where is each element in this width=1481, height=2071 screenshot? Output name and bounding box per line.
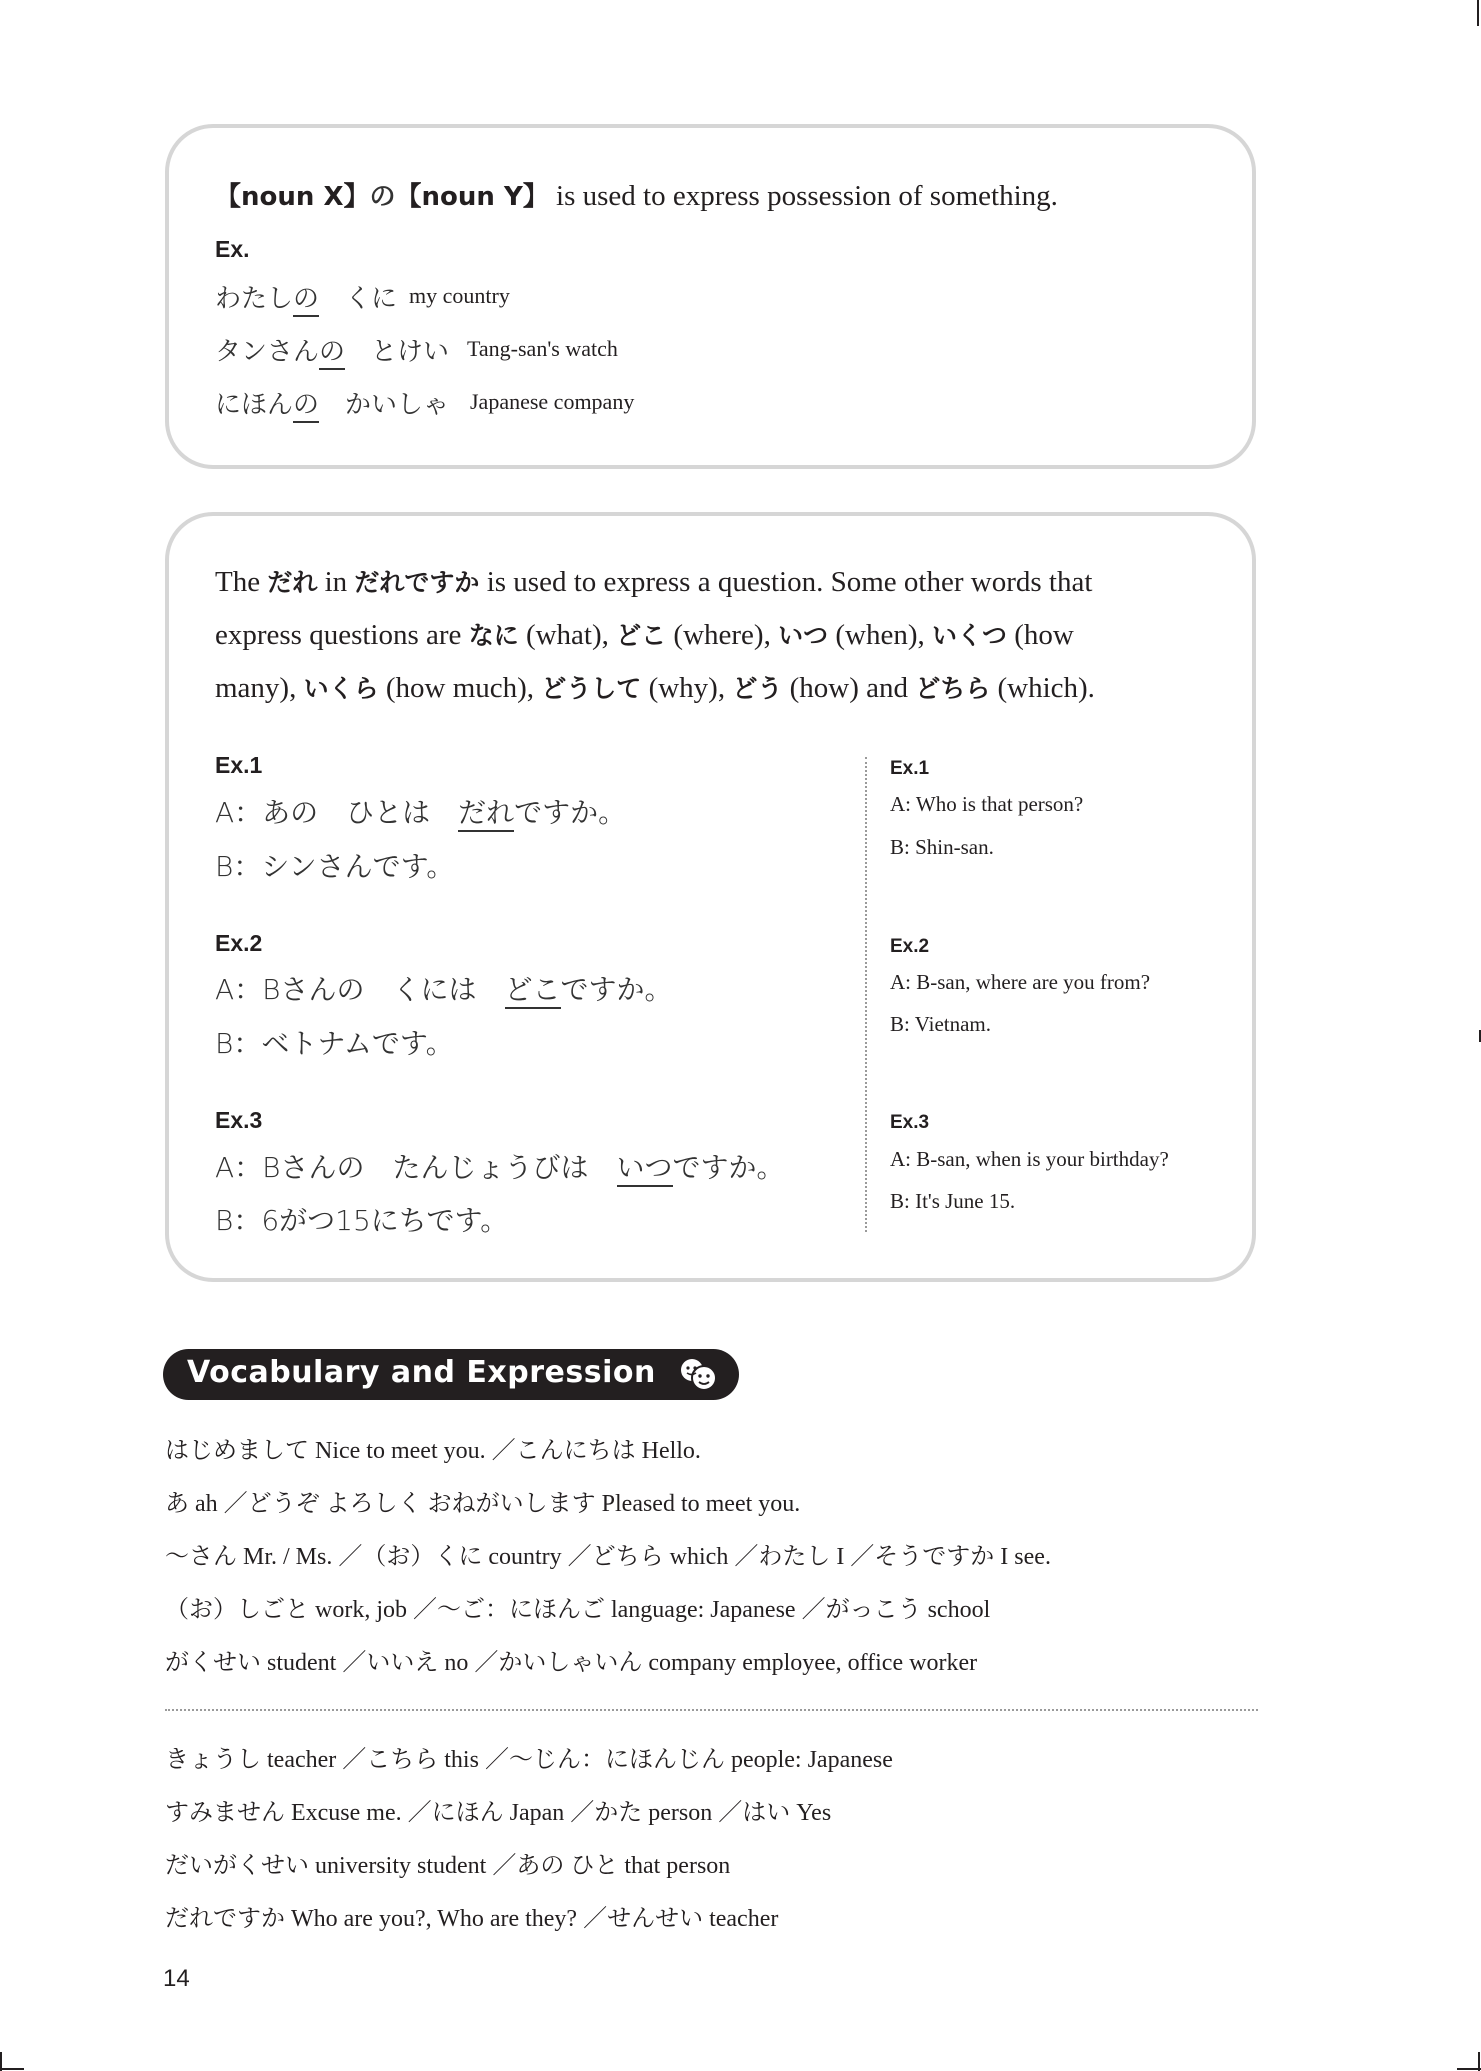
ex1-label: Ex.1 [215,752,263,778]
crop-mark-bottom-left-h [0,2068,24,2070]
ex1-en-b: B: Shin-san. [890,835,994,859]
speech-faces-icon [678,1356,718,1394]
possession-example-2-en: Tang-san's watch [467,336,618,361]
example-particle: の [293,390,319,423]
noun-x-label: 【noun X】 [215,182,370,212]
question-explanation-line-2: express questions are なに (what), どこ (where), いつ (when), いくつ (how [215,619,1074,651]
possession-example-1-en: my country [409,283,510,308]
vocab-divider [165,1709,1258,1711]
example-jp: わたし [215,284,294,314]
possession-example-3 [215,384,449,421]
ex2-line-a: A：Bさんの くには どこですか。 [215,968,673,1008]
vocab-line-5: がくせい student ／いいえ no ／かいしゃいん company employee, office worker [165,1650,978,1676]
possession-rule [215,176,1058,213]
ex1-en-a: A: Who is that person? [890,792,1084,816]
example-jp: とけい [345,337,450,367]
vocab-line-6: きょうし teacher ／こちら this ／～じん：にほんじん people: Japanese [165,1747,893,1773]
ex2-en-a: A: B-san, where are you from? [890,970,1151,994]
question-explanation-line-3: many), いくら (how much), どうして (why), どう (how) and どちら (which). [215,672,1095,704]
ex2-line-b: B：ベトナムです。 [215,1027,454,1060]
vocab-line-9: だれですか Who are you?, Who are they? ／せんせい teacher [165,1906,779,1932]
crop-mark-bottom-right-h [1457,2068,1481,2070]
vocabulary-heading-text: Vocabulary and Expression [187,1355,656,1390]
column-divider [865,757,867,1232]
vocab-line-3: ～さん Mr. / Ms. ／（お）くに country ／どちら which ／わたし I ／そうですか I see. [165,1544,1051,1570]
example-jp: タンさん [215,337,320,367]
example-jp: かいしゃ [319,390,450,420]
ex1-en-label: Ex.1 [890,758,930,779]
ex1-line-b: B：シンさんです。 [215,850,455,883]
ex3-en-a: A: B-san, when is your birthday? [890,1147,1169,1171]
particle-no: の [369,182,396,212]
question-explanation-line-1: The だれ in だれですか is used to express a question. Some other words that [215,566,1093,598]
rule-text: is used to express possession of something. [548,180,1058,212]
vocab-line-8: だいがくせい university student ／あの ひと that person [165,1853,731,1879]
vocab-line-2: あ ah ／どうぞ よろしく おねがいします Pleased to meet you. [165,1491,801,1517]
vocab-line-7: すみません Excuse me. ／にほん Japan ／かた person ／はい Yes [165,1800,832,1826]
ex2-en-b: B: Vietnam. [890,1012,992,1036]
ex3-label: Ex.3 [215,1107,263,1133]
example-jp: にほん [215,390,294,420]
ex3-line-b: B：6がつ15にちです。 [215,1204,509,1237]
example-label: Ex. [215,236,250,262]
vocabulary-heading [163,1349,739,1400]
ex2-en-label: Ex.2 [890,936,930,957]
vocab-line-1: はじめまして Nice to meet you. ／こんにちは Hello. [165,1438,701,1464]
ex3-en-b: B: It's June 15. [890,1189,1016,1213]
possession-example-2 [215,331,449,368]
ex3-line-a: A：Bさんの たんじょうびは いつですか。 [215,1146,785,1186]
example-particle: の [319,337,345,370]
possession-example-1 [215,278,397,315]
ex2-label: Ex.2 [215,930,263,956]
example-particle: の [293,284,319,317]
ex1-line-a: A：あの ひとは だれですか。 [215,791,626,831]
crop-mark-top-right [1477,0,1479,26]
example-jp: くに [319,284,398,314]
ex3-en-label: Ex.3 [890,1112,930,1133]
page-number: 14 [163,1965,190,1992]
vocab-line-4: （お）しごと work, job ／～ご：にほんご language: Japanese ／がっこう school [165,1597,991,1623]
noun-y-label: 【noun Y】 [395,182,549,212]
possession-example-3-en: Japanese company [470,389,635,414]
